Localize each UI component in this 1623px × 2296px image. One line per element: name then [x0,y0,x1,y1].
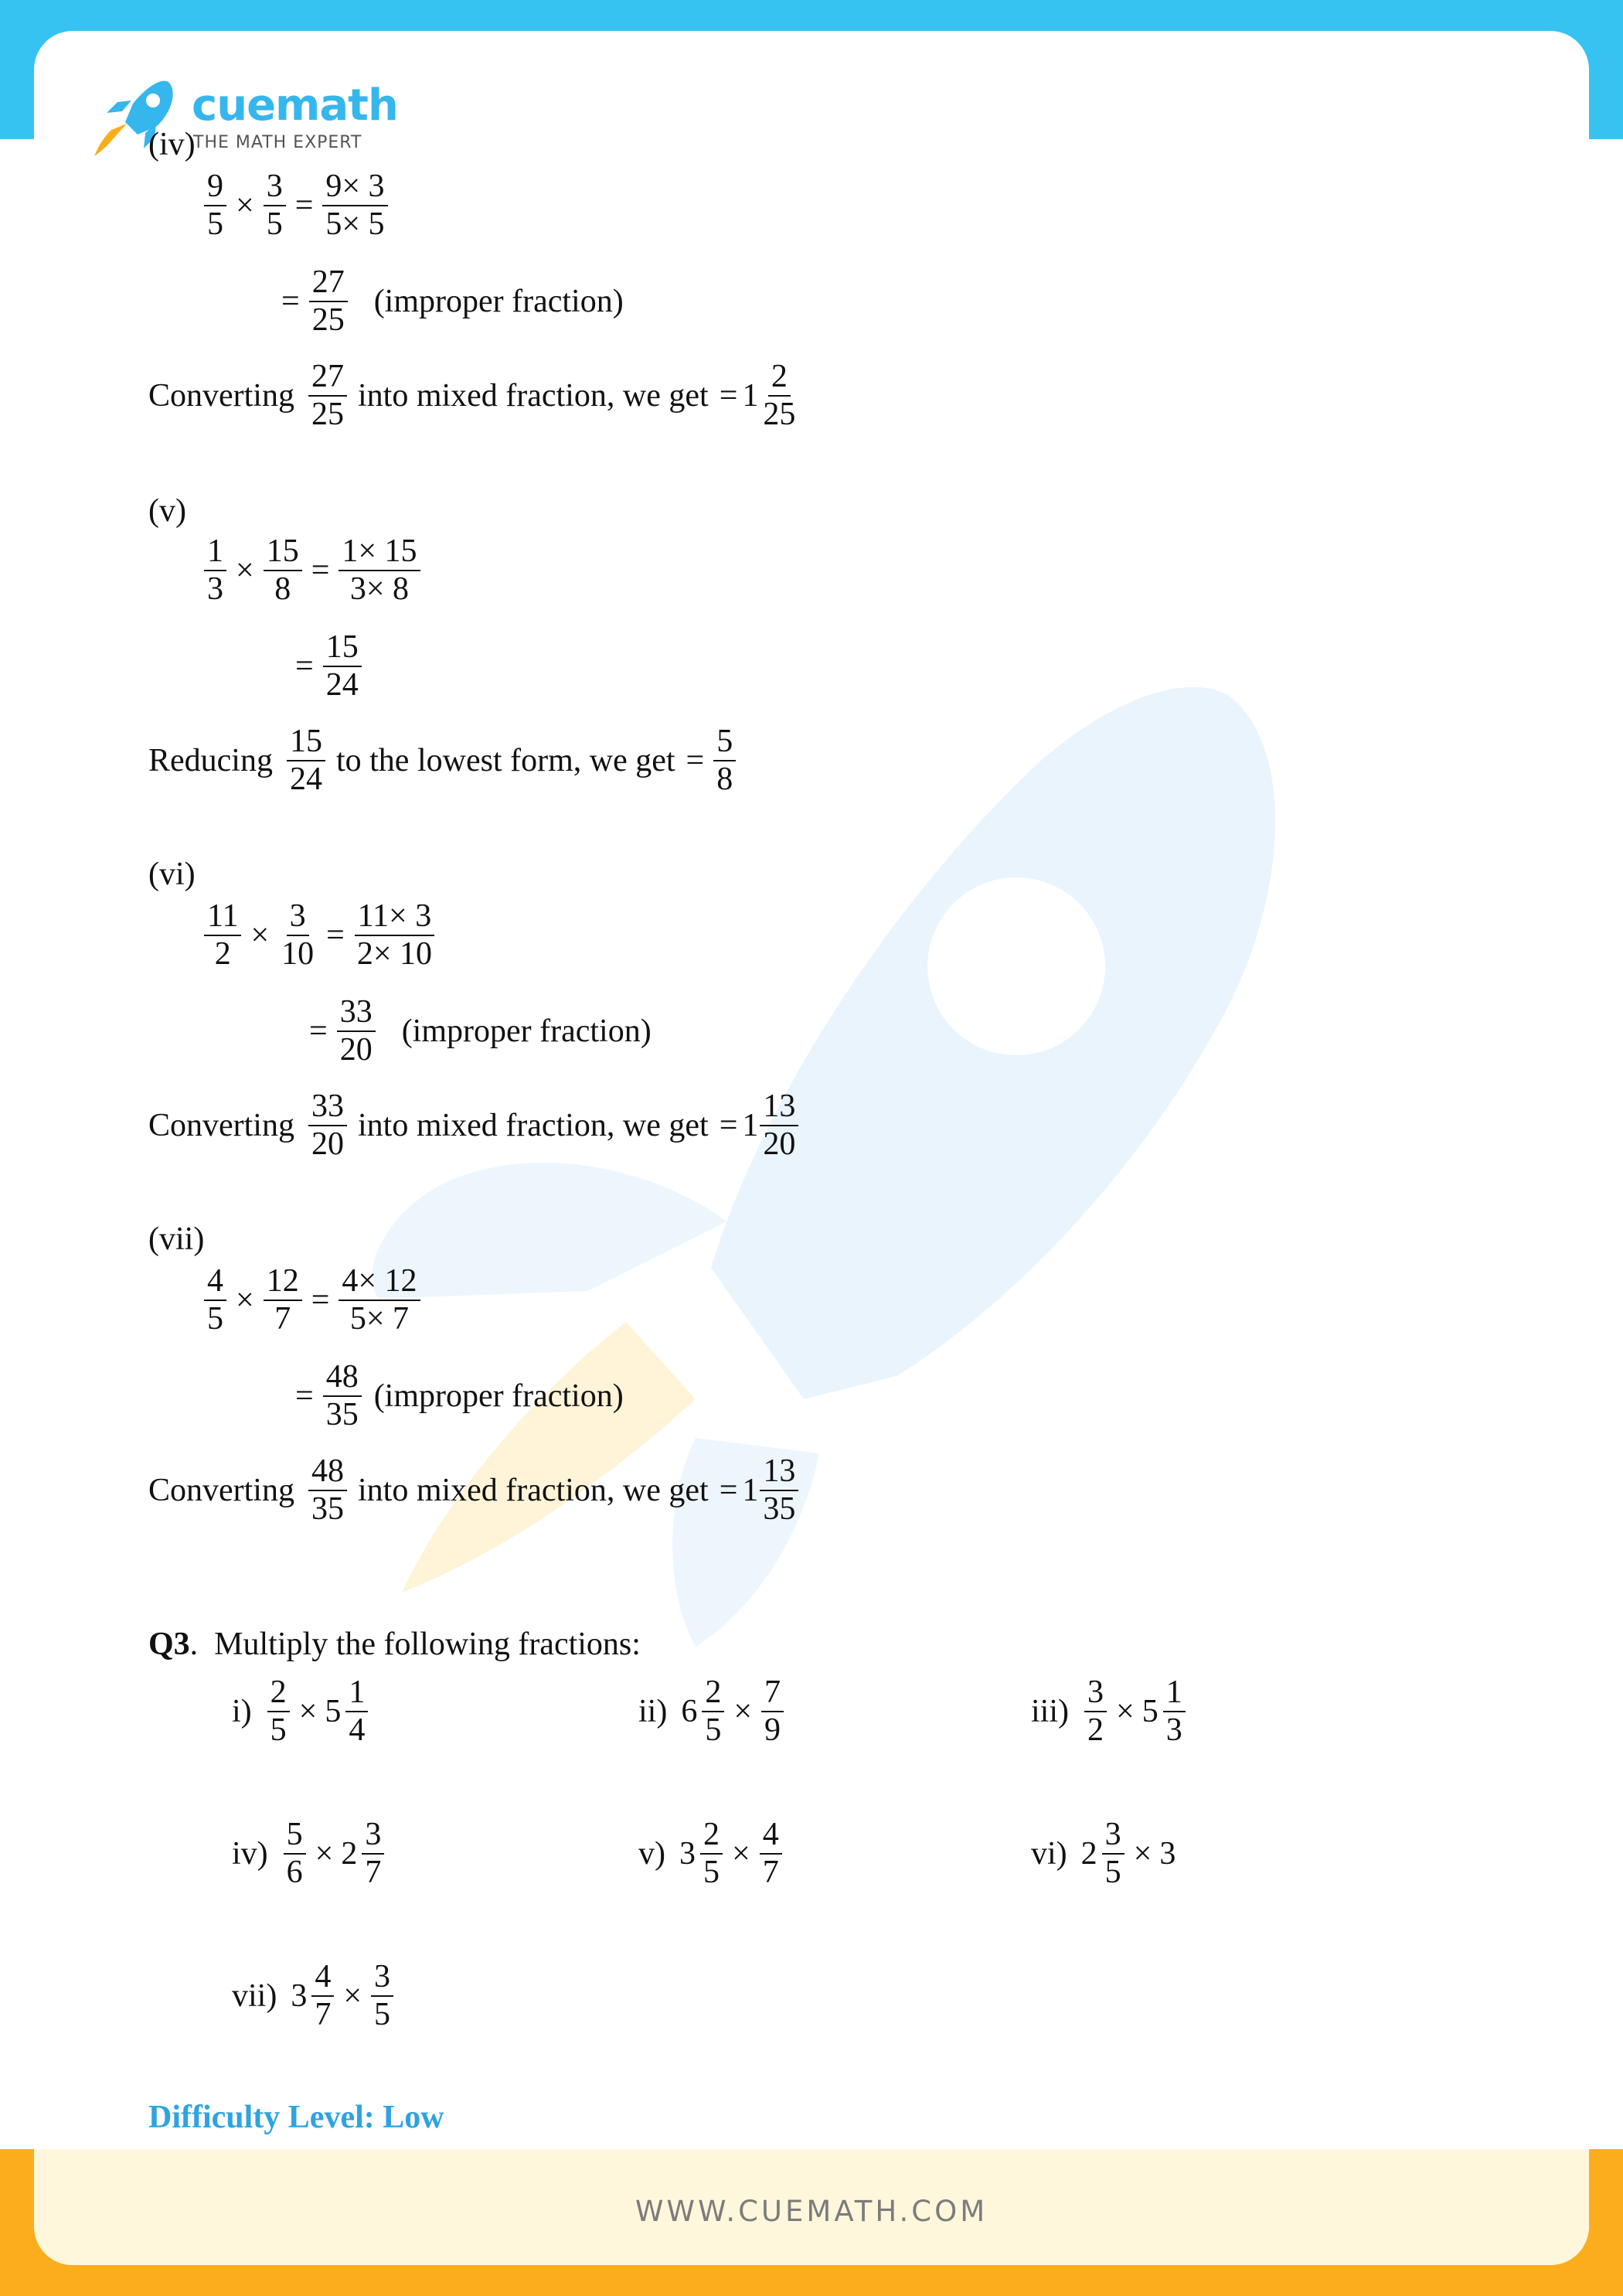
step-product: $\frac{1}{3}$ × $\frac{15}{8}$ = $\frac{1\times 15}{3\times 8}$ [199,533,425,608]
question-prompt: Multiply the following fractions: [214,1627,641,1662]
q3-item: ii) 6 $\frac{2}{5}$ × $\frac{7}{9}$ [638,1674,788,1749]
step-conclusion: Converting $\frac{27}{25}$ into mixed fraction, we get = 1 $\frac{2}{25}$ [148,359,796,433]
logo-tagline: THE MATH EXPERT [193,133,362,152]
step-result: = $\frac{15}{24}$ [291,629,366,703]
fraction: $\frac{9}{5}$ [204,169,226,243]
q3-item: iv) $\frac{5}{6}$ × 2 $\frac{3}{7}$ [232,1817,389,1891]
step-product: $\frac{11}{2}$ × $\frac{3}{10}$ = $\frac{11\times 3}{2\times 10}$ [199,898,440,973]
step-conclusion: Converting $\frac{48}{35}$ into mixed fraction, we get = 1 $\frac{13}{35}$ [148,1453,803,1528]
q3-item: iii) $\frac{3}{2}$ × 5 $\frac{1}{3}$ [1031,1674,1190,1749]
step-product: $\frac{9}{5}$ × $\frac{3}{5}$ = $\frac{9\times 3}{5\times 5}$ [199,169,393,243]
part-label: (vii) [148,1221,205,1257]
step-conclusion: Converting $\frac{33}{20}$ into mixed fraction, we get = 1 $\frac{13}{20}$ [148,1088,803,1163]
q3-item: vi) 2 $\frac{3}{5}$ × 3 [1031,1817,1176,1891]
question-number: Q3 [148,1627,190,1662]
q3-item: v) 3 $\frac{2}{5}$ × $\frac{4}{7}$ [638,1817,787,1891]
step-result: = $\frac{33}{20}$ (improper fraction) [309,994,652,1068]
fraction: $\frac{27}{25}$ [309,264,348,339]
fraction: $\frac{9\times 3}{5\times 5}$ [322,169,387,243]
step-result: = $\frac{48}{35}$ (improper fraction) [295,1359,624,1433]
footer-url: WWW.CUEMATH.COM [635,2195,988,2228]
part-label: (vi) [148,857,196,892]
q3-item: vii) 3 $\frac{4}{7}$ × $\frac{3}{5}$ [232,1959,398,2033]
part-label: (iv) [148,127,196,162]
part-label: (v) [148,493,186,529]
step-product: $\frac{4}{5}$ × $\frac{12}{7}$ = $\frac{4\times 12}{5\times 7}$ [199,1263,425,1337]
logo-name: cuemath [192,80,398,131]
step-conclusion: Reducing $\frac{15}{24}$ to the lowest form, we get = $\frac{5}{8}$ [148,724,740,798]
difficulty-level: Difficulty Level: Low [148,2100,444,2135]
question-heading: Q3 . Multiply the following fractions: [148,1627,641,1662]
fraction: $\frac{3}{5}$ [264,169,286,243]
q3-item: i) $\frac{2}{5}$ × 5 $\frac{1}{4}$ [232,1674,373,1749]
step-result: = $\frac{27}{25}$ (improper fraction) [281,264,624,339]
